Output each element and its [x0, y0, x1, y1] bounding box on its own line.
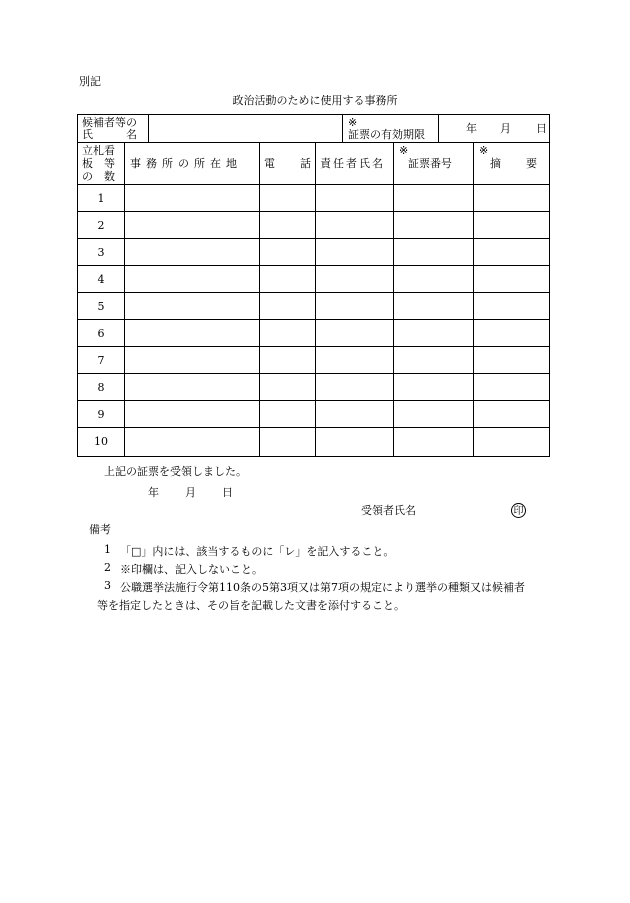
col-cert-mark: ※	[399, 144, 409, 157]
col-manager-header: 責任者氏名	[320, 157, 385, 170]
row-number: 7	[97, 354, 105, 367]
validity-mark: ※	[348, 116, 358, 129]
document-title: 政治活動のために使用する事務所	[232, 94, 398, 107]
row-number: 3	[97, 246, 105, 259]
notes-heading: 備考	[89, 523, 111, 536]
note-text-continued: 等を指定したときは、その旨を記載した文書を添付すること。	[97, 599, 405, 612]
receiver-name-label: 受領者氏名	[361, 504, 416, 517]
note-text: ※印欄は、記入しないこと。	[120, 563, 263, 576]
col-cert-header: 証票番号	[408, 157, 452, 170]
note-number: 3	[104, 579, 111, 592]
note-text: 「□」内には、該当するものに「レ」を記入すること。	[120, 545, 395, 558]
note-number: 2	[104, 561, 111, 574]
note-number: 1	[104, 543, 111, 556]
col-count-header-3: の 数	[82, 170, 115, 183]
col-note-header: 摘	[490, 157, 501, 170]
row-number: 10	[94, 435, 108, 448]
seal-icon: 印	[511, 503, 526, 518]
col-note-header-2: 要	[526, 157, 537, 170]
candidate-label: 候補者等の	[82, 116, 137, 129]
row-number: 5	[97, 300, 105, 313]
date-month: 月	[500, 122, 511, 135]
row-number: 8	[97, 381, 105, 394]
col-count-header: 立札看	[82, 144, 115, 157]
receipt-day: 日	[222, 486, 233, 499]
receipt-statement: 上記の証票を受領しました。	[104, 465, 247, 478]
candidate-label-name: 氏 名	[82, 128, 137, 141]
row-number: 4	[97, 273, 105, 286]
date-day: 日	[536, 122, 547, 135]
col-note-mark: ※	[479, 144, 489, 157]
note-text: 公職選挙法施行令第110条の5第3項又は第7項の規定により選挙の種類又は候補者	[120, 581, 525, 594]
row-number: 2	[97, 219, 105, 232]
row-number: 1	[97, 192, 105, 205]
receipt-year: 年	[148, 486, 159, 499]
validity-label: 証票の有効期限	[348, 128, 425, 141]
row-number: 9	[97, 408, 105, 421]
col-address-header: 事務所の所在地	[130, 157, 242, 170]
col-phone-header: 電	[264, 157, 275, 170]
office-table	[77, 114, 550, 457]
receipt-month: 月	[185, 486, 196, 499]
col-phone-header-2: 話	[300, 157, 311, 170]
col-count-header-2: 板 等	[82, 157, 115, 170]
receipt-date	[148, 486, 233, 499]
row-number: 6	[97, 327, 105, 340]
date-year: 年	[466, 122, 477, 135]
appendix-label: 別記	[79, 75, 101, 88]
